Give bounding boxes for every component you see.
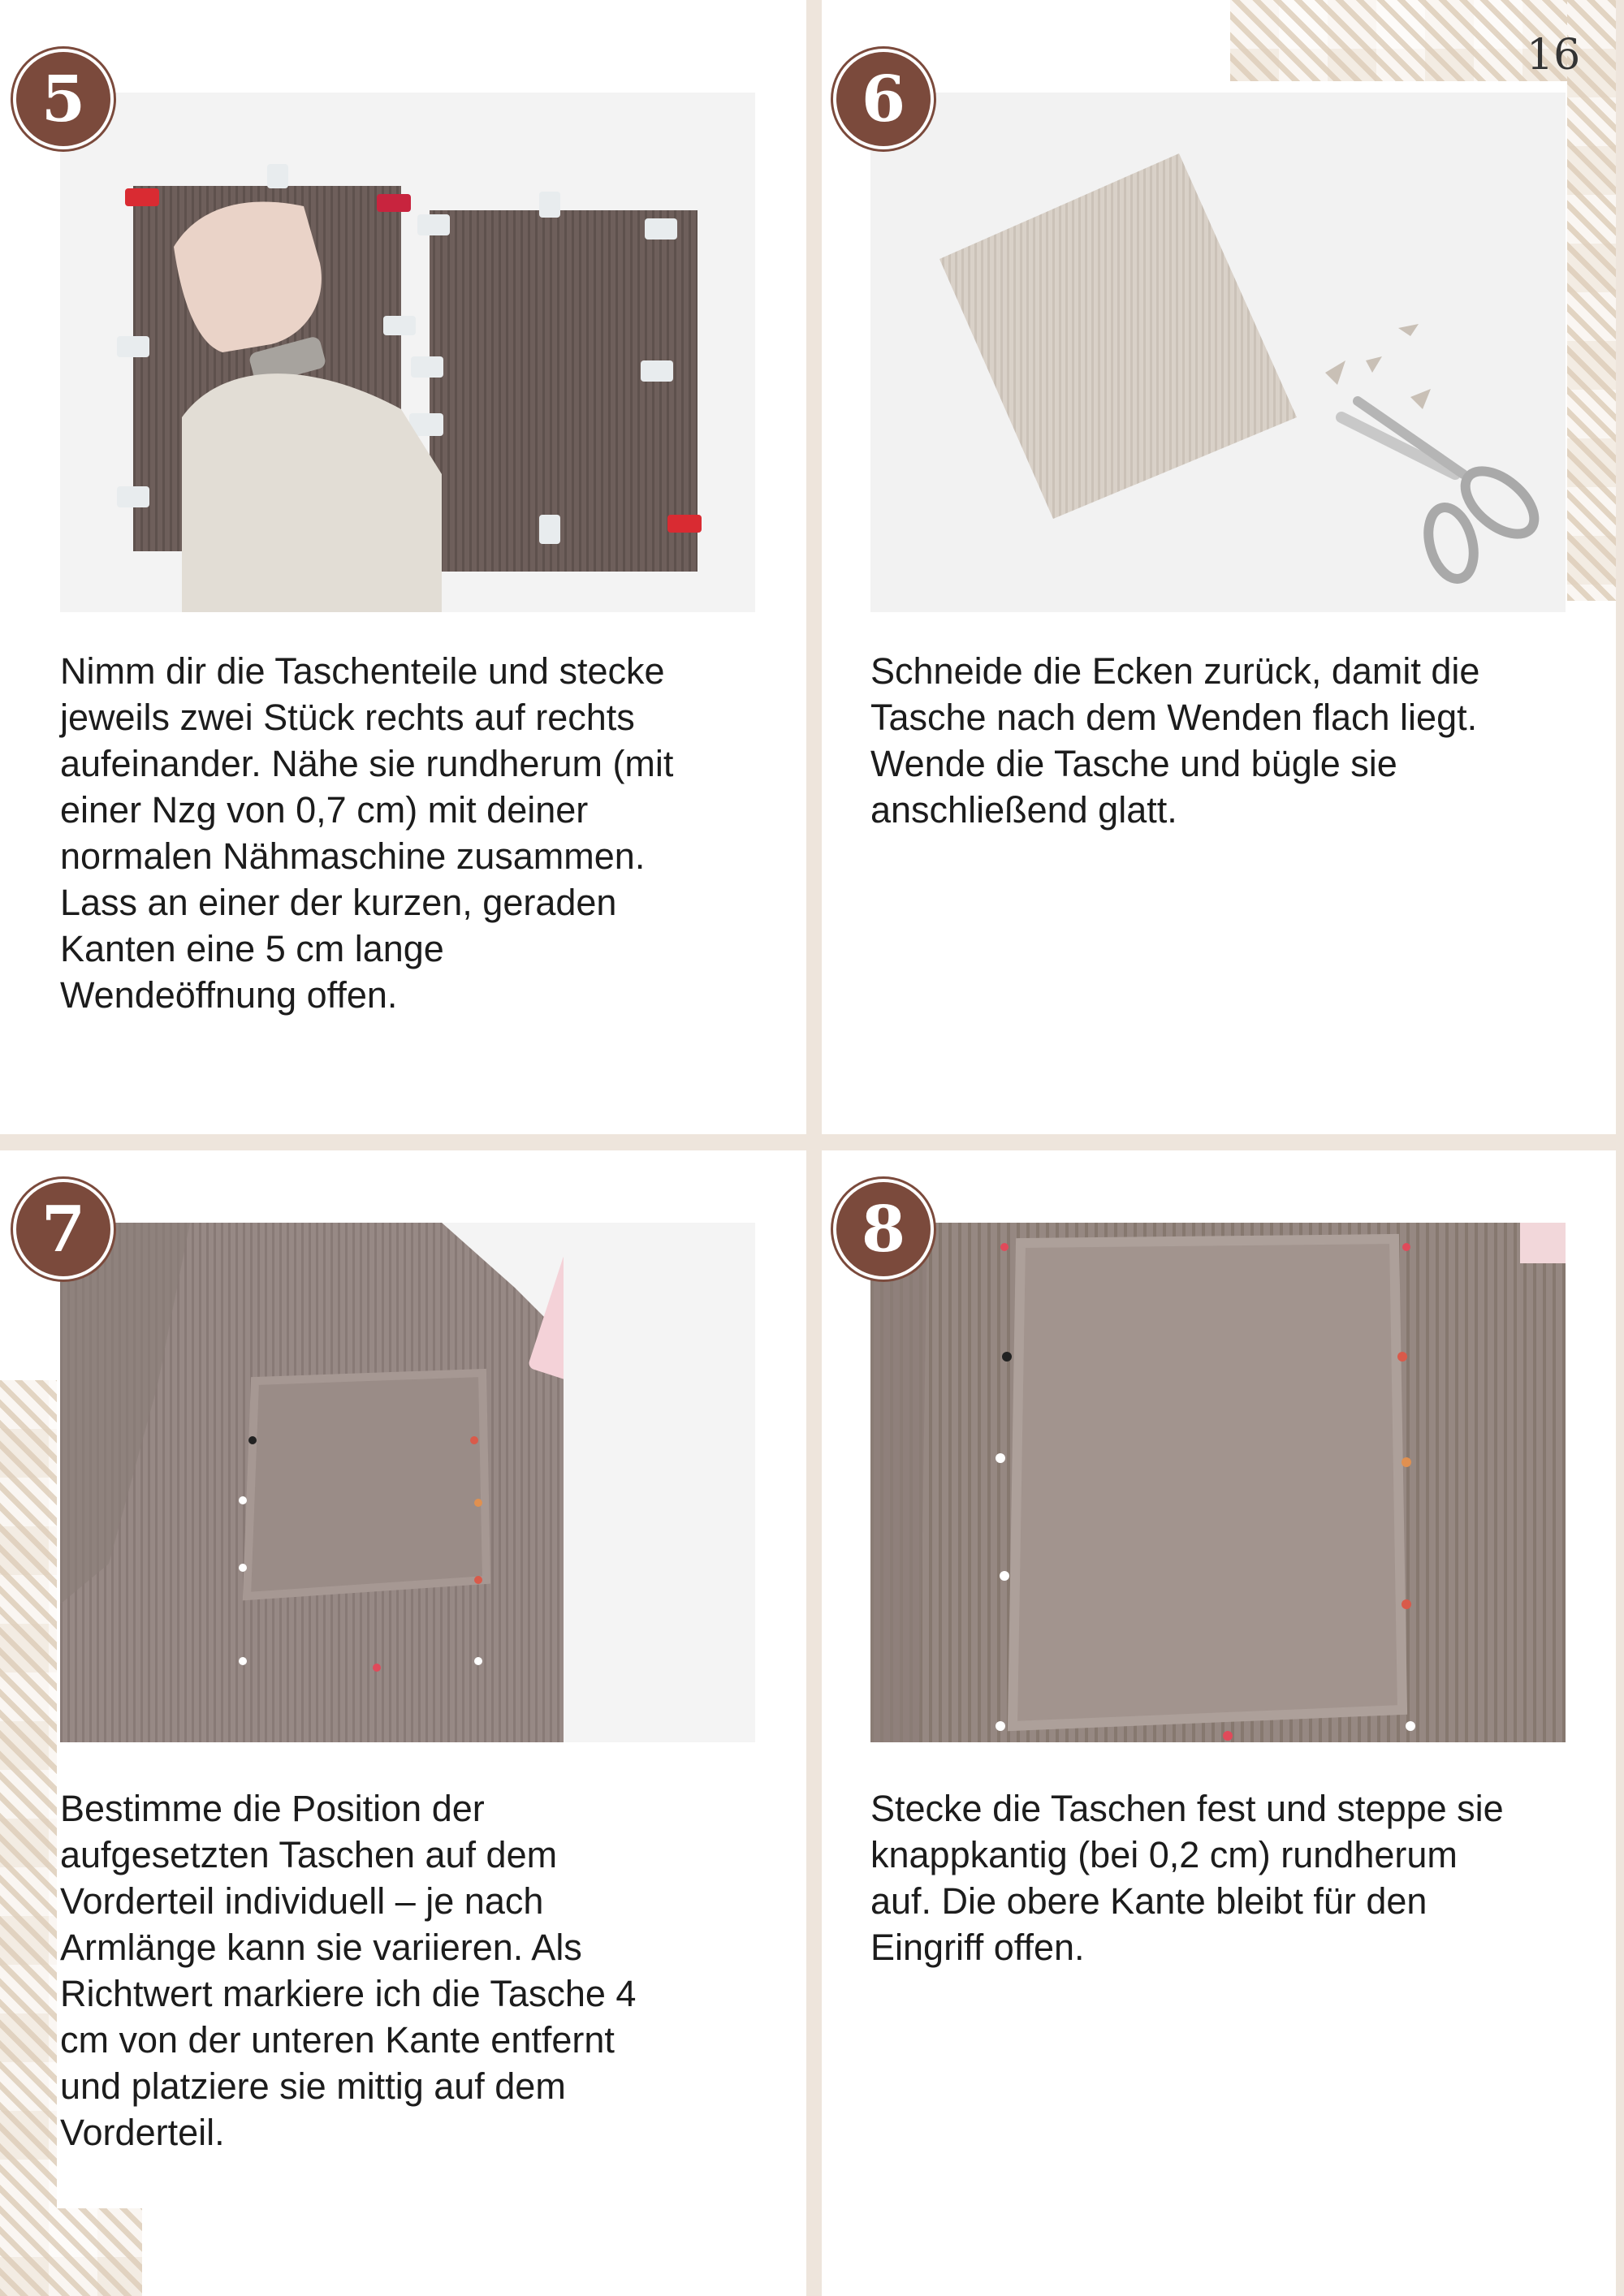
step-8-photo	[870, 1223, 1566, 1742]
step-6-badge: 6	[833, 49, 934, 149]
turned-pocket-scissors-image	[870, 93, 1566, 612]
step-7-photo	[60, 1223, 755, 1742]
step-5-badge: 5	[13, 49, 114, 149]
step-5-text: Nimm dir die Taschenteile und stecke jeweils zwei Stück rechts auf rechts aufeinander. Nähe sie rundherum (mit einer Nzg von 0,7 cm) mit deiner normalen Nähmaschine zusammen. Lass an einer der kurzen, geraden Kanten eine 5 cm lange Wendeöffnung offen.	[60, 650, 674, 1016]
gingham-decoration-left	[0, 1380, 57, 2296]
page-number: 16	[1527, 31, 1581, 80]
step-8-badge: 8	[833, 1179, 934, 1280]
pocket-position-image	[60, 1223, 755, 1742]
right-edge-divider	[1616, 0, 1624, 2296]
step-6-text: Schneide die Ecken zurück, damit die Tasche nach dem Wenden flach liegt. Wende die Tasche und bügle sie anschließend glatt.	[870, 650, 1480, 831]
step-7-badge: 7	[13, 1179, 114, 1280]
step-5-photo	[60, 93, 755, 612]
horizontal-divider	[0, 1134, 1624, 1150]
step-7-text: Bestimme die Position der aufgesetzten Taschen auf dem Vorderteil individuell – je nach Armlänge kann sie variieren. Als Richtwert markiere ich die Tasche 4 cm von der unteren Kante entfernt und platziere sie mittig auf dem Vorderteil.	[60, 1788, 637, 2153]
pocket-stitched-image	[870, 1223, 1566, 1742]
pocket-pieces-clipped-image	[60, 93, 755, 612]
gingham-decoration-bottom	[0, 2208, 142, 2296]
step-6-photo	[870, 93, 1566, 612]
step-8-text: Stecke die Taschen fest und steppe sie knappkantig (bei 0,2 cm) rundherum auf. Die obere Kante bleibt für den Eingriff offen.	[870, 1788, 1504, 1968]
